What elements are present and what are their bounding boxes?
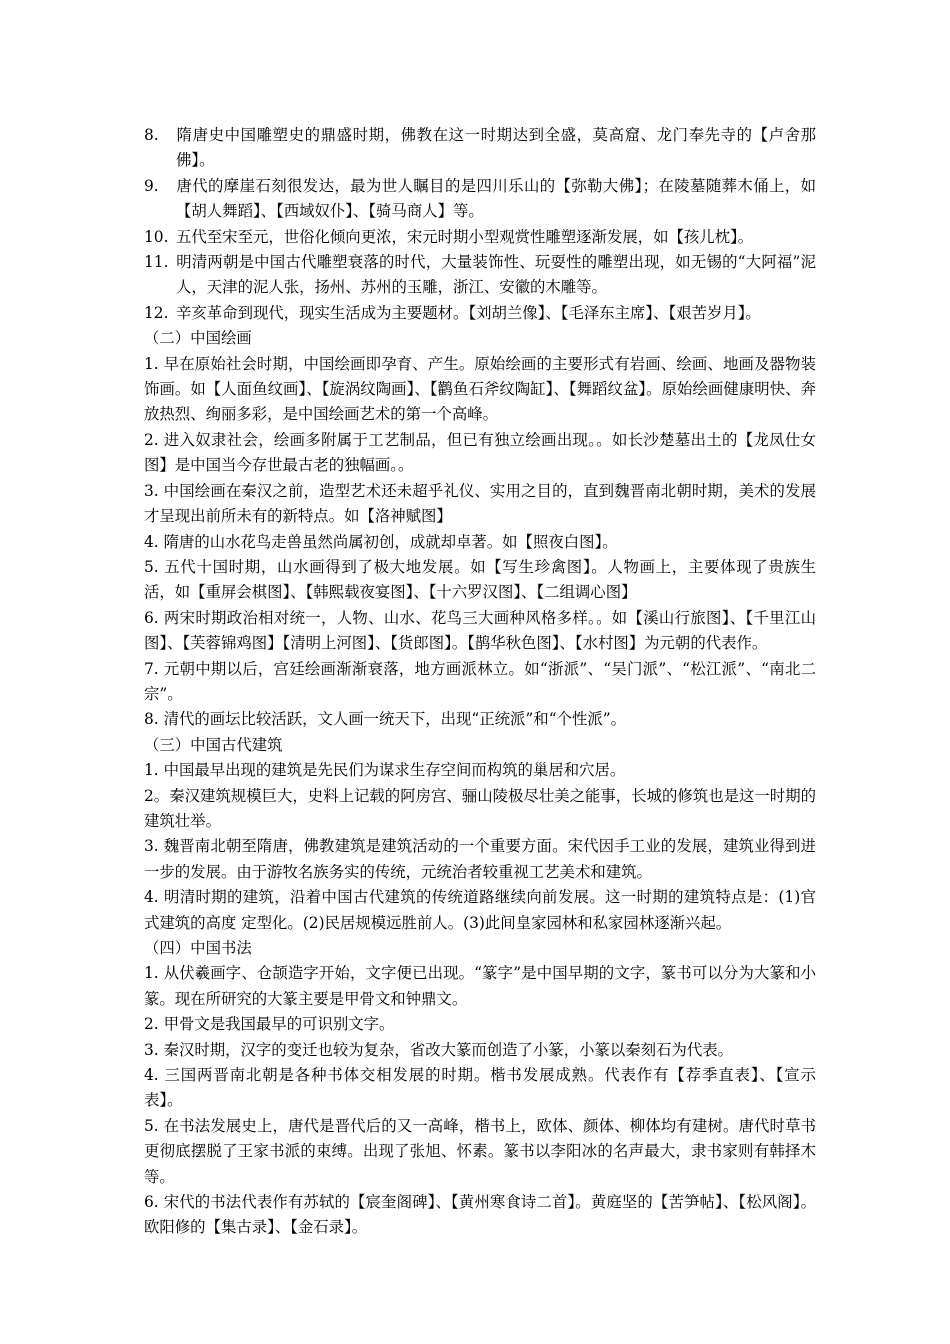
- painting-paragraph: 7. 元朝中期以后，宫廷绘画渐渐衰落，地方画派林立。如“浙派”、“吴门派”、“松江派”、“南北二宗”。: [144, 659, 816, 703]
- painting-paragraph: 6. 两宋时期政治相对统一，人物、山水、花鸟三大画种风格多样。。如【溪山行旅图】、【千里江山图】、【芙蓉锦鸡图】【清明上河图】、【货郎图】。【鹊华秋色图】、【水村图】为元朝的代表作。: [144, 608, 816, 653]
- sculpture-item: [144, 123, 816, 174]
- item-number: 12.: [144, 303, 169, 322]
- item-text: 明清两朝是中国古代雕塑衰落的时代，大量装饰性、玩耍性的雕塑出现，如无锡的“大阿福”泥人，天津的泥人张，扬州、苏州的玉雕，浙江、安徽的木雕等。: [176, 253, 816, 297]
- painting-paragraph: 2. 进入奴隶社会，绘画多附属于工艺制品，但已有独立绘画出现。。如长沙楚墓出土的【龙凤仕女图】是中国当今存世最古老的独幅画。。: [144, 430, 816, 475]
- sculpture-item: [144, 174, 816, 225]
- calligraphy-paragraph: 3. 秦汉时期，汉字的变迁也较为复杂，省改大篆而创造了小篆，小篆以秦刻石为代表。: [144, 1040, 734, 1059]
- item-number: 11.: [144, 253, 169, 272]
- document-body: [144, 123, 816, 1241]
- item-text: 辛亥革命到现代，现实生活成为主要题材。【刘胡兰像】、【毛泽东主席】、【艰苦岁月】。: [176, 303, 761, 322]
- calligraphy-paragraph: 4. 三国两晋南北朝是各种书体交相发展的时期。楷书发展成熟。代表作有【荐季直表】、【宣示表】。: [144, 1066, 816, 1110]
- architecture-paragraph: 1. 中国最早出现的建筑是先民们为谋求生存空间而构筑的巢居和穴居。: [144, 761, 626, 780]
- painting-paragraph: 4. 隋唐的山水花鸟走兽虽然尚属初创，成就却卓著。如【照夜白图】。: [144, 532, 618, 551]
- item-text: 隋唐史中国雕塑史的鼎盛时期，佛教在这一时期达到全盛，莫高窟、龙门奉先寺的【卢舍那佛】。: [176, 126, 816, 170]
- item-text: 五代至宋至元，世俗化倾向更浓，宋元时期小型观赏性雕塑逐渐发展，如【孩儿枕】。: [176, 227, 754, 246]
- section-heading-calligraphy: （四）中国书法: [144, 939, 252, 957]
- architecture-paragraph: 3. 魏晋南北朝至隋唐，佛教建筑是建筑活动的一个重要方面。宋代因手工业的发展，建筑业得到进一步的发展。由于游牧名族务实的传统，元统治者较重视工艺美术和建筑。: [144, 837, 816, 881]
- section-heading-painting: （二）中国绘画: [144, 329, 252, 348]
- calligraphy-paragraph: 5. 在书法发展史上，唐代是晋代后的又一高峰，楷书上，欧体、颜体、柳体均有建树。唐代时草书更彻底摆脱了王家书派的束缚。出现了张旭、怀素。篆书以李阳冰的名声最大，隶书家则有韩择木等。: [144, 1116, 816, 1186]
- item-number: 8.: [144, 126, 159, 144]
- architecture-paragraph: 4. 明清时期的建筑，沿着中国古代建筑的传统道路继续向前发展。这一时期的建筑特点是：(1)官式建筑的高度 定型化。(2)民居规模远胜前人。(3)此间皇家园林和私家园林逐渐兴起。: [144, 888, 816, 932]
- section-heading-architecture: （三）中国古代建筑: [144, 735, 283, 754]
- calligraphy-paragraph: 2. 甲骨文是我国最早的可识别文字。: [144, 1015, 395, 1034]
- item-text: 唐代的摩崖石刻很发达，最为世人瞩目的是四川乐山的【弥勒大佛】；在陵墓随葬木俑上，如【胡人舞蹈】、【西域奴仆】、【骑马商人】等。: [176, 176, 816, 221]
- painting-paragraph: 5. 五代十国时期，山水画得到了极大地发展。如【写生珍禽图】。人物画上，主要体现了贵族生活，如【重屏会棋图】、【韩熙载夜宴图】、【十六罗汉图】、【二组调心图】: [144, 557, 816, 602]
- painting-paragraph: 3. 中国绘画在秦汉之前，造型艺术还未超乎礼仪、实用之目的，直到魏晋南北朝时期，美术的发展才呈现出前所未有的新特点。如【洛神赋图】: [144, 481, 816, 526]
- architecture-paragraph: 2。秦汉建筑规模巨大，史料上记载的阿房宫、骊山陵极尽壮美之能事，长城的修筑也是这一时期的建筑壮举。: [144, 786, 816, 830]
- calligraphy-paragraph: 6. 宋代的书法代表作有苏轼的【宸奎阁碑】、【黄州寒食诗二首】。黄庭坚的【苦笋帖】、【松风阁】。欧阳修的【集古录】、【金石录】。: [144, 1193, 816, 1237]
- painting-paragraph: 8. 清代的画坛比较活跃，文人画一统天下，出现“正统派”和“个性派”。: [144, 710, 626, 729]
- calligraphy-paragraph: 1. 从伏羲画字、仓颉造字开始，文字便已出现。“篆字”是中国早期的文字，篆书可以分为大篆和小篆。现在所研究的大篆主要是甲骨文和钟鼎文。: [144, 964, 816, 1008]
- sculpture-item: [144, 250, 816, 301]
- sculpture-item: [144, 301, 816, 326]
- item-number: 9.: [144, 176, 159, 195]
- item-number: 10.: [144, 227, 169, 246]
- painting-paragraph: 1. 早在原始社会时期，中国绘画即孕育、产生。原始绘画的主要形式有岩画、绘画、地画及器物装饰画。如【人面鱼纹画】、【旋涡纹陶画】、【鹳鱼石斧纹陶缸】、【舞蹈纹盆】。原始绘画健康明快、奔放热烈、绚丽多彩，是中国绘画艺术的第一个高峰。: [144, 354, 816, 424]
- sculpture-item: [144, 225, 816, 250]
